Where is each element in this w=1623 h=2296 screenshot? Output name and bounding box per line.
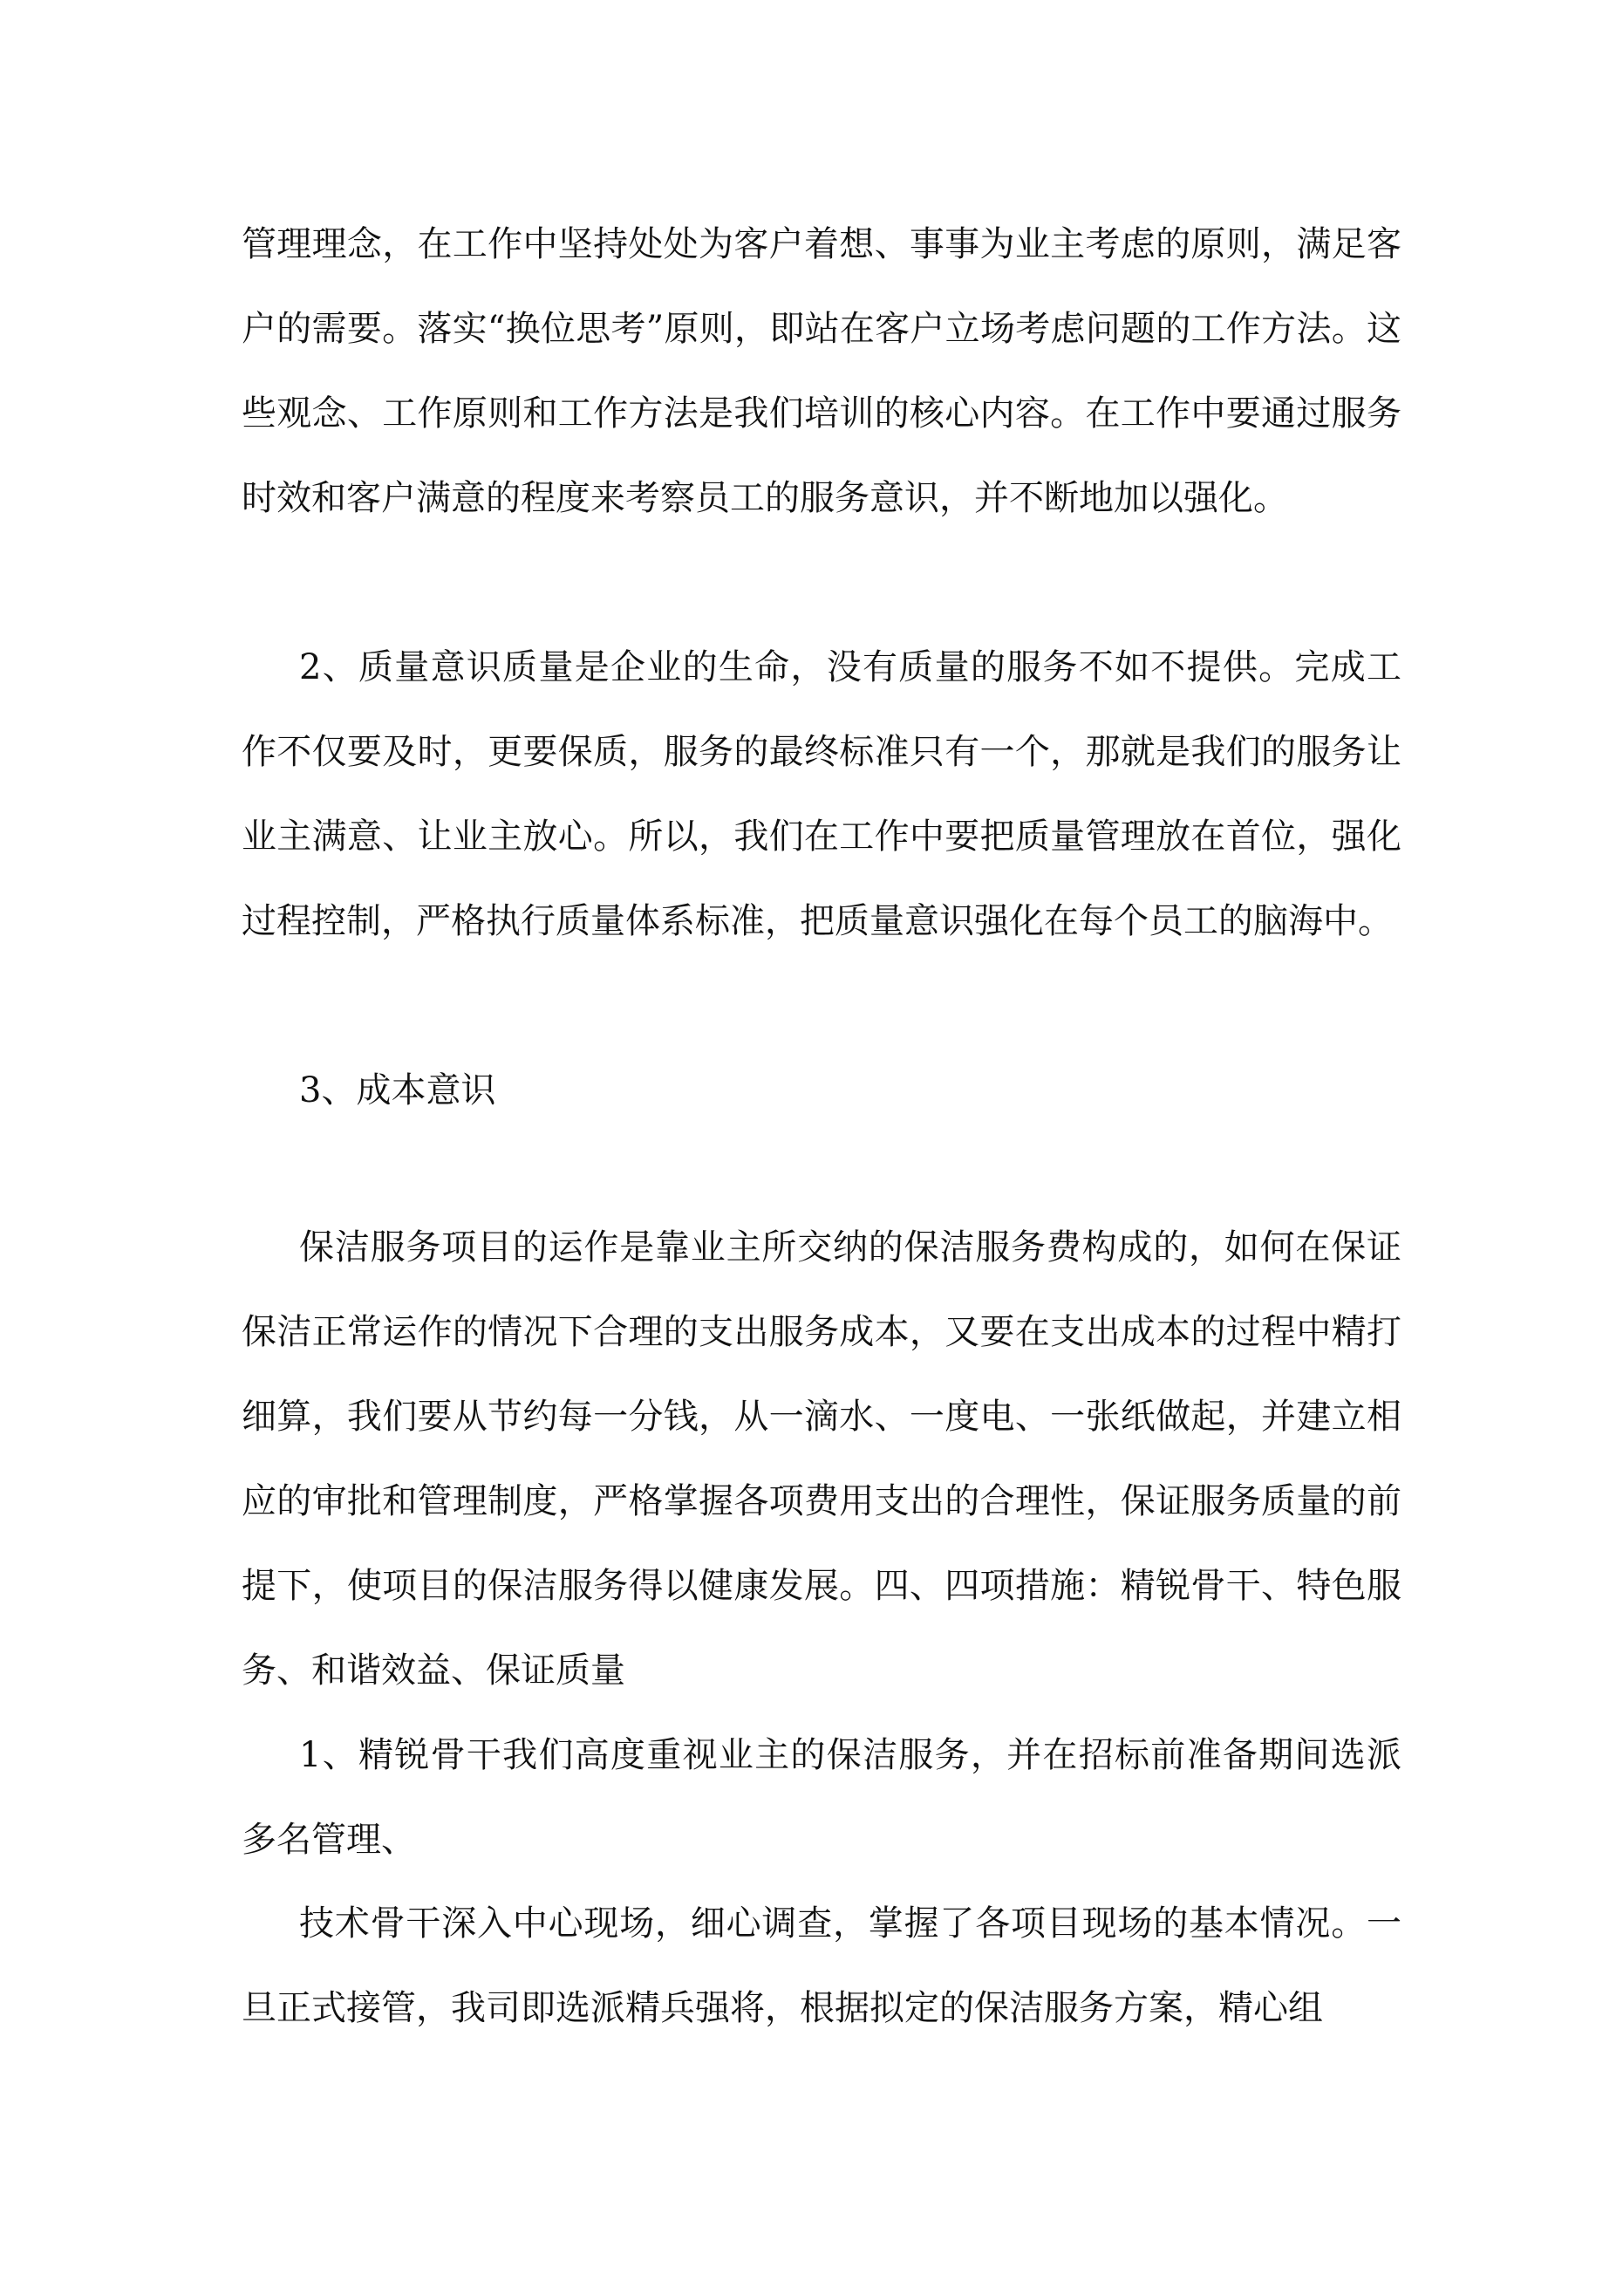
- paragraph-text: 1、精锐骨干我们高度重视业主的保洁服务，并在招标前准备期间选派多名管理、: [242, 1735, 1401, 1860]
- paragraph-text: 管理理念，在工作中坚持处处为客户着想、事事为业主考虑的原则，满足客户的需要。落实“换位思考”原则，即站在客户立场考虑问题的工作方法。这些观念、工作原则和工作方法是我们培训的核心内容。在工作中要通过服务时效和客户满意的程度来考察员工的服务意识，并不断地加以强化。: [242, 224, 1401, 518]
- paragraph-elite-backbone: [242, 1713, 1401, 1883]
- paragraph-text: 保洁服务项目的运作是靠业主所交纳的保洁服务费构成的，如何在保证保洁正常运作的情况下合理的支出服务成本，又要在支出成本的过程中精打细算，我们要从节约每一分钱，从一滴水、一度电、一张纸做起，并建立相应的审批和管理制度，严格掌握各项费用支出的合理性，保证服务质量的前提下，使项目的保洁服务得以健康发展。四、四项措施：精锐骨干、特色服务、和谐效益、保证质量: [242, 1227, 1401, 1691]
- paragraph-quality-awareness: [242, 625, 1401, 964]
- paragraph-text: 3、成本意识: [299, 1070, 496, 1110]
- paragraph-cost-operation: [242, 1206, 1401, 1713]
- paragraph-text: 技术骨干深入中心现场，细心调查，掌握了各项目现场的基本情况。一旦正式接管，我司即选派精兵强将，根据拟定的保洁服务方案，精心组: [242, 1903, 1401, 2028]
- paragraph-text: 2、质量意识质量是企业的生命，没有质量的服务不如不提供。完成工作不仅要及时，更要保质，服务的最终标准只有一个，那就是我们的服务让业主满意、让业主放心。所以，我们在工作中要把质量管理放在首位，强化过程控制，严格执行质量体系标准，把质量意识强化在每个员工的脑海中。: [242, 647, 1401, 941]
- paragraph-technical-backbone: [242, 1882, 1401, 2051]
- paragraph-service-concept: [242, 202, 1401, 541]
- heading-cost-awareness: [242, 1049, 1401, 1133]
